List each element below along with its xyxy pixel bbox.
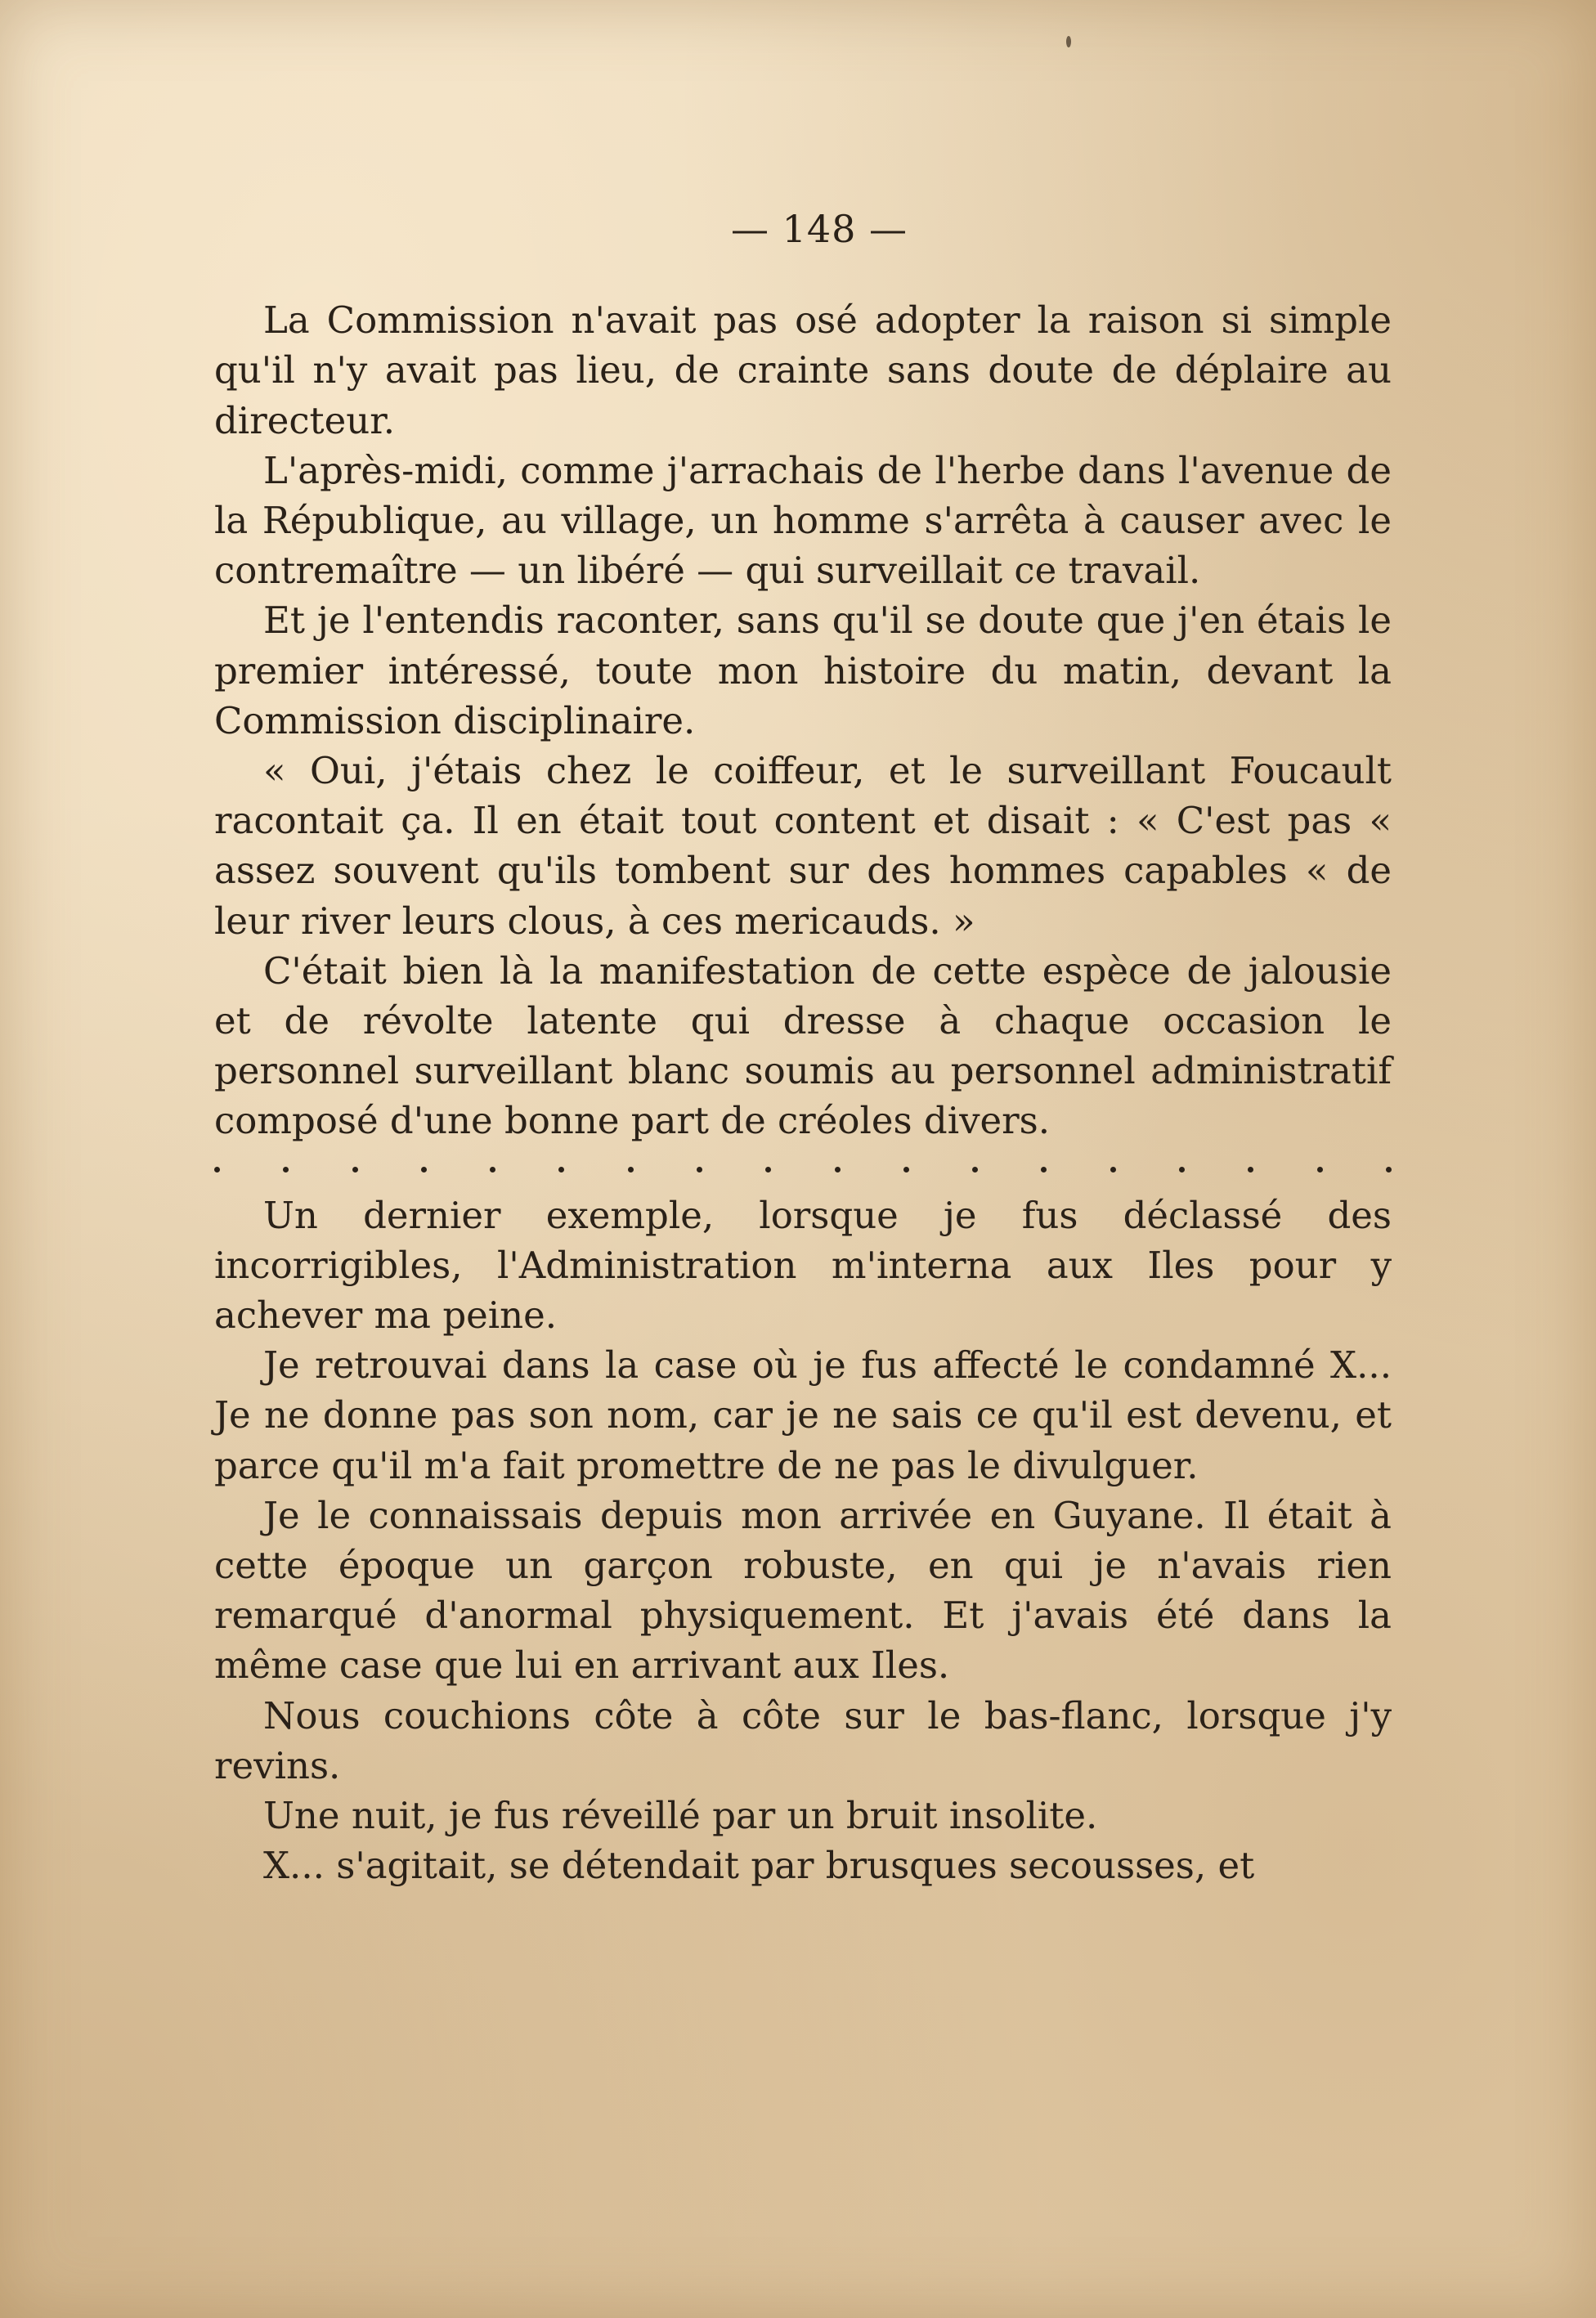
section-break-dot (1110, 1167, 1116, 1172)
paragraph-last-example: Un dernier exemple, lorsque je fus déclassé des incorrigibles, l'Administration m'interna aux Iles pour y achever ma peine. (214, 1193, 1392, 1338)
paragraph-guyane: Je le connaissais depuis mon arrivée en Guyane. Il était à cette époque un garçon robuste, en qui je n'avais rien remarqué d'anormal physiquement. Et j'avais été dans la même case que lui en arrivant aux Iles. (214, 1493, 1392, 1688)
section-break-dot (1386, 1167, 1392, 1172)
section-break-dot (1041, 1167, 1047, 1172)
paragraph-side-by-side: Nous couchions côte à côte sur le bas-flanc, lorsque j'y revins. (214, 1693, 1392, 1787)
section-break-dot (558, 1167, 564, 1172)
section-break-dot (214, 1167, 220, 1172)
paragraph-jealousy: C'était bien là la manifestation de cette espèce de jalousie et de révolte latente qui dresse à chaque occasion le personnel surveillant blanc soumis au personnel administratif composé d'une bonne part de créoles divers. (214, 948, 1392, 1143)
ink-speck (1066, 36, 1071, 47)
page-text-block (214, 204, 1392, 1891)
section-break-dot (421, 1167, 427, 1172)
section-break-dot (972, 1167, 978, 1172)
section-break-dots (214, 1150, 1392, 1190)
section-break-dot (835, 1167, 841, 1172)
paragraph-afternoon: L'après-midi, comme j'arrachais de l'herbe dans l'avenue de la République, au village, un homme s'arrêta à causer avec le contremaître — un libéré — qui surveillait ce travail. (214, 448, 1392, 593)
paragraph-x-agitated: X... s'agitait, se détendait par brusques secousses, et (263, 1844, 1255, 1888)
paragraph-commission: La Commission n'avait pas osé adopter la raison si simple qu'il n'y avait pas lieu, de crainte sans doute de déplaire au directeur. (214, 298, 1392, 442)
paragraph-one-night: Une nuit, je fus réveillé par un bruit insolite. (263, 1794, 1098, 1838)
section-break-dot (903, 1167, 909, 1172)
paragraph-overheard: Et je l'entendis raconter, sans qu'il se doute que j'en étais le premier intéressé, toute mon histoire du matin, devant la Commission disciplinaire. (214, 599, 1392, 742)
section-break-dot (628, 1167, 634, 1172)
page-number: — 148 — (730, 207, 908, 251)
section-break-dot (1179, 1167, 1185, 1172)
section-break-dot (1248, 1167, 1253, 1172)
paragraph-condemned-x: Je retrouvai dans la case où je fus affecté le condamné X... Je ne donne pas son nom, car je ne sais ce qu'il est devenu, et parce qu'il m'a fait promettre de ne pas le divulguer. (214, 1343, 1392, 1487)
section-break-dot (697, 1167, 702, 1172)
section-break-dot (1317, 1167, 1323, 1172)
section-break-dot (765, 1167, 771, 1172)
section-break-dot (490, 1167, 495, 1172)
section-break-dot (283, 1167, 289, 1172)
section-break-dot (352, 1167, 358, 1172)
paragraph-quote: « Oui, j'étais chez le coiffeur, et le surveillant Foucault racontait ça. Il en était tout content et disait : « C'est pas « assez souvent qu'ils tombent sur des hommes capables « de leur river leurs clous, à ces mericauds. » (214, 749, 1392, 943)
